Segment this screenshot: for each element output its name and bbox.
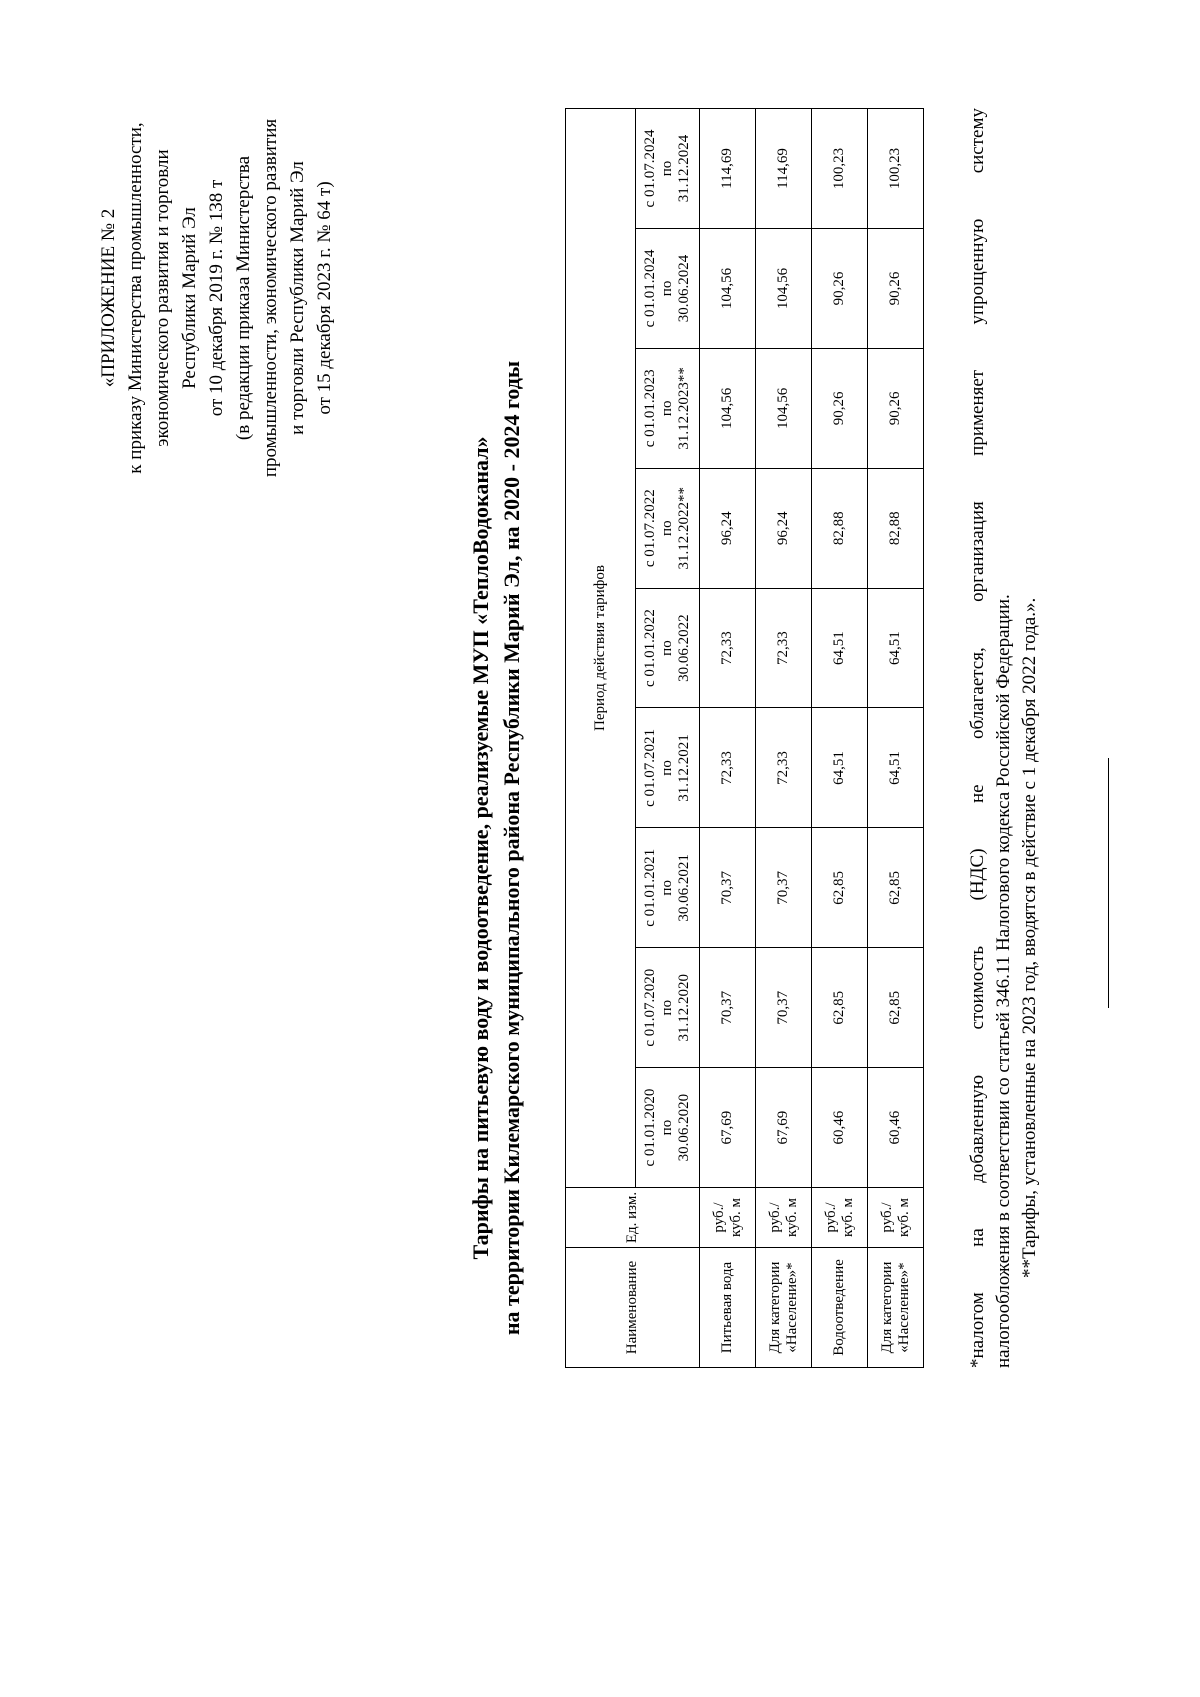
tariff-value-cell: 104,56 (700, 348, 756, 468)
appendix-line: Республики Марий Эл (179, 207, 200, 389)
tariff-value-cell: 104,56 (700, 229, 756, 349)
tariff-value-cell: 100,23 (868, 109, 924, 229)
appendix-line: от 10 декабря 2019 г. № 138 т (206, 179, 227, 417)
period-header-line: 30.06.2021 (676, 854, 692, 922)
tariff-value-cell: 62,85 (812, 948, 868, 1068)
document-title (465, 38, 527, 1658)
tariff-value-cell: 64,51 (868, 588, 924, 708)
period-header-line: по (659, 160, 675, 177)
footnotes (965, 108, 1043, 1368)
period-header-line: 31.12.2022** (676, 486, 692, 570)
period-header-line: по (659, 640, 675, 656)
tariff-value-cell: 62,85 (812, 828, 868, 948)
period-header (636, 348, 700, 468)
tariff-value-cell: 70,37 (756, 948, 812, 1068)
period-header (636, 468, 700, 588)
period-header-line: с 01.01.2020 (642, 1088, 658, 1167)
tariff-value-cell: 72,33 (700, 708, 756, 828)
period-header-line: 31.12.2024 (676, 134, 692, 203)
period-header-line: по (659, 760, 675, 776)
tariff-value-cell: 96,24 (700, 468, 756, 588)
header-name: Наименование (566, 1248, 700, 1368)
appendix-header (95, 48, 338, 548)
period-header-line: по (659, 520, 675, 536)
period-header-line: с 01.07.2021 (642, 728, 658, 807)
row-unit-cell: руб./ куб. м (868, 1188, 924, 1248)
tariff-value-cell: 72,33 (700, 588, 756, 708)
row-unit-cell: руб./ куб. м (700, 1188, 756, 1248)
period-header-line: 30.06.2024 (676, 254, 692, 323)
tariff-value-cell: 96,24 (756, 468, 812, 588)
tariff-value-cell: 90,26 (868, 348, 924, 468)
tariff-value-cell: 64,51 (868, 708, 924, 828)
period-header-line: с 01.07.2020 (642, 968, 658, 1047)
period-header (636, 588, 700, 708)
period-header (636, 708, 700, 828)
period-header (636, 229, 700, 349)
tariff-value-cell: 60,46 (812, 1068, 868, 1188)
period-header-line: по (659, 1119, 675, 1136)
appendix-line: (в редакции приказа Министерства (233, 155, 254, 441)
header-unit: Ед. изм. (566, 1188, 700, 1248)
period-header-line: с 01.01.2023 (642, 369, 658, 448)
table-row (700, 109, 756, 1368)
tariff-value-cell: 70,37 (700, 828, 756, 948)
table-row (756, 109, 812, 1368)
tariff-value-cell: 104,56 (756, 229, 812, 349)
period-header-line: 31.12.2021 (676, 734, 692, 802)
footnote-vat-continued: налогообложения в соответствии со статьей 346.11 Налогового кодекса Российской Федерации. (993, 594, 1014, 1368)
period-header-line: по (659, 880, 675, 896)
tariff-value-cell: 60,46 (868, 1068, 924, 1188)
period-header-line: 31.12.2023** (676, 367, 692, 450)
period-header-line: с 01.01.2024 (642, 249, 658, 328)
appendix-line: экономического развития и торговли (152, 149, 173, 447)
row-unit-cell: руб./ куб. м (812, 1188, 868, 1248)
tariff-value-cell: 90,26 (868, 229, 924, 349)
tariff-value-cell: 72,33 (756, 708, 812, 828)
document-page (65, 38, 1135, 1658)
appendix-line: от 15 декабря 2023 г. № 64 т) (314, 181, 335, 415)
period-header (636, 948, 700, 1068)
period-header-line: с 01.01.2021 (642, 848, 658, 927)
appendix-line: к приказу Министерства промышленности, (125, 122, 146, 474)
tariff-value-cell: 104,56 (756, 348, 812, 468)
tariff-value-cell: 114,69 (700, 109, 756, 229)
tariff-value-cell: 114,69 (756, 109, 812, 229)
period-header-line: 30.06.2022 (676, 614, 692, 682)
tariff-value-cell: 72,33 (756, 588, 812, 708)
tariff-value-cell: 62,85 (868, 948, 924, 1068)
period-header (636, 828, 700, 948)
table-row (868, 109, 924, 1368)
tariff-value-cell: 64,51 (812, 708, 868, 828)
title-line-2: на территории Килемарского муниципального района Республики Марий Эл, на 2020 - 2024 годы (499, 360, 524, 1336)
tariff-value-cell: 100,23 (812, 109, 868, 229)
period-header-line: по (659, 280, 675, 297)
tariff-value-cell: 67,69 (756, 1068, 812, 1188)
tariff-value-cell: 90,26 (812, 348, 868, 468)
period-header-line: по (659, 400, 675, 417)
appendix-line: промышленности, экономического развития (260, 118, 281, 478)
tariff-value-cell: 82,88 (812, 468, 868, 588)
period-header (636, 109, 700, 229)
tariff-table (565, 108, 924, 1368)
row-name-cell: Для категории «Население»* (756, 1248, 812, 1368)
title-line-1: Тарифы на питьевую воду и водоотведение, реализуемые МУП «ТеплоВодоканал» (468, 436, 493, 1260)
header-period: Период действия тарифов (566, 109, 636, 1188)
footnote-vat: *налогом на добавленную стоимость (НДС) не облагается, организация применяет упрощенную систему (967, 108, 988, 1368)
tariff-value-cell: 70,37 (700, 948, 756, 1068)
row-name-cell: Для категории «Население»* (868, 1248, 924, 1368)
table-row (812, 109, 868, 1368)
period-header (636, 1068, 700, 1188)
period-header-line: с 01.07.2022 (642, 489, 658, 568)
period-header-line: 31.12.2020 (676, 973, 692, 1042)
row-name-cell: Питьевая вода (700, 1248, 756, 1368)
period-header-line: 30.06.2020 (676, 1093, 692, 1162)
closing-divider (1108, 758, 1109, 1008)
footnote-2023-tariffs: **Тарифы, установленные на 2023 год, вводятся в действие с 1 декабря 2022 года.». (1019, 597, 1040, 1278)
tariff-value-cell: 62,85 (868, 828, 924, 948)
row-unit-cell: руб./ куб. м (756, 1188, 812, 1248)
row-name-cell: Водоотведение (812, 1248, 868, 1368)
tariff-value-cell: 64,51 (812, 588, 868, 708)
period-header-line: с 01.01.2022 (642, 609, 658, 688)
tariff-value-cell: 82,88 (868, 468, 924, 588)
appendix-line: и торговли Республики Марий Эл (287, 161, 308, 435)
tariff-value-cell: 90,26 (812, 229, 868, 349)
period-header-line: по (659, 999, 675, 1016)
tariff-value-cell: 67,69 (700, 1068, 756, 1188)
tariff-value-cell: 70,37 (756, 828, 812, 948)
appendix-line: «ПРИЛОЖЕНИЕ № 2 (98, 208, 119, 388)
period-header-line: с 01.07.2024 (642, 129, 658, 208)
